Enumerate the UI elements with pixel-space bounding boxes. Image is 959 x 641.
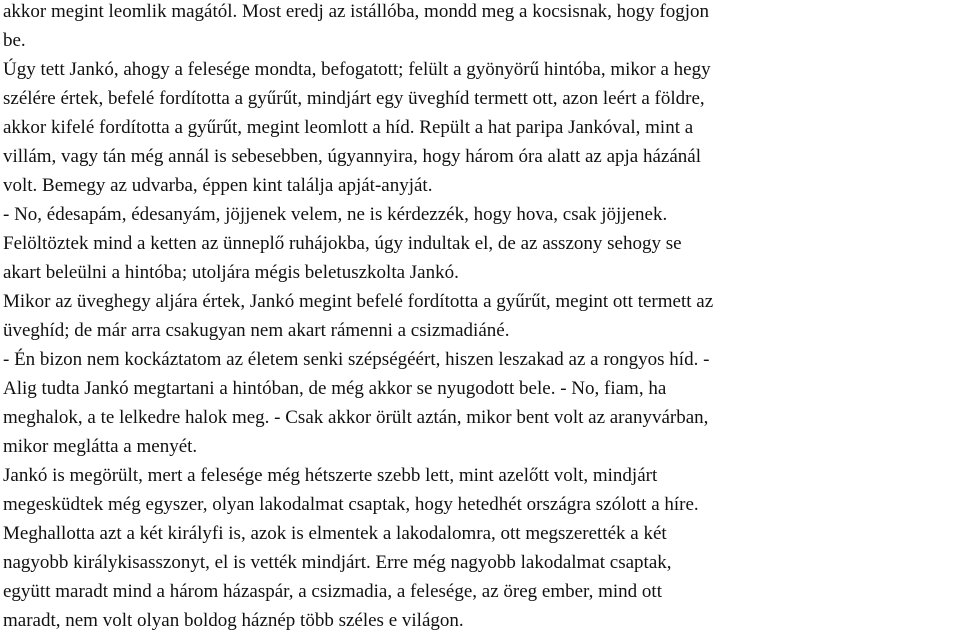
text-line: Jankó is megörült, mert a felesége még hétszerte szebb lett, mint azelőtt volt, mindjárt <box>3 465 658 486</box>
text-line: - No, édesapám, édesanyám, jöjjenek velem, ne is kérdezzék, hogy hova, csak jöjjenek. <box>3 204 668 225</box>
text-line: meghalok, a te lelkedre halok meg. - Csak akkor örült aztán, mikor bent volt az aranyvárban, <box>3 407 709 428</box>
text-line: akart beleülni a hintóba; utoljára mégis beletuszkolta Jankó. <box>3 262 459 283</box>
text-line: villám, vagy tán még annál is sebesebben, úgyannyira, hogy három óra alatt az apja házánál <box>3 146 701 167</box>
text-line: Alig tudta Jankó megtartani a hintóban, de még akkor se nyugodott bele. - No, fiam, ha <box>3 378 667 399</box>
text-line: együtt maradt mind a három házaspár, a csizmadia, a felesége, az öreg ember, mind ott <box>3 581 662 602</box>
text-line: volt. Bemegy az udvarba, éppen kint találja apját-anyját. <box>3 175 433 196</box>
text-line: nagyobb királykisasszonyt, el is vették mindjárt. Erre még nagyobb lakodalmat csaptak, <box>3 552 672 573</box>
text-line: megesküdtek még egyszer, olyan lakodalmat csaptak, hogy hetedhét országra szólott a híre. <box>3 494 699 515</box>
text-line: Felöltöztek mind a ketten az ünneplő ruhájokba, úgy indultak el, de az asszony sehogy se <box>3 233 682 254</box>
text-line: Mikor az üveghegy aljára értek, Jankó megint befelé fordította a gyűrűt, megint ott termett az <box>3 291 714 312</box>
text-line: szélére értek, befelé fordította a gyűrűt, mindjárt egy üveghíd termett ott, azon leért a földre, <box>3 88 705 109</box>
text-line: akkor megint leomlik magától. Most eredj az istállóba, mondd meg a kocsisnak, hogy fogjon <box>3 1 710 22</box>
text-line: Úgy tett Jankó, ahogy a felesége mondta, befogatott; felült a gyönyörű hintóba, mikor a hegy <box>3 59 711 80</box>
text-line: mikor meglátta a menyét. <box>3 436 198 457</box>
text-line: akkor kifelé fordította a gyűrűt, megint leomlott a híd. Repült a hat paripa Jankóval, mint a <box>3 117 694 138</box>
text-line: üveghíd; de már arra csakugyan nem akart rámenni a csizmadiáné. <box>3 320 510 341</box>
text-line: Meghallotta azt a két királyfi is, azok is elmentek a lakodalomra, ott megszerették a két <box>3 523 667 544</box>
text-line: maradt, nem volt olyan boldog háznép több széles e világon. <box>3 610 464 631</box>
text-line: - Én bizon nem kockáztatom az életem senki szépségéért, hiszen leszakad az a rongyos híd. - <box>3 349 710 370</box>
text-line: be. <box>3 30 26 51</box>
